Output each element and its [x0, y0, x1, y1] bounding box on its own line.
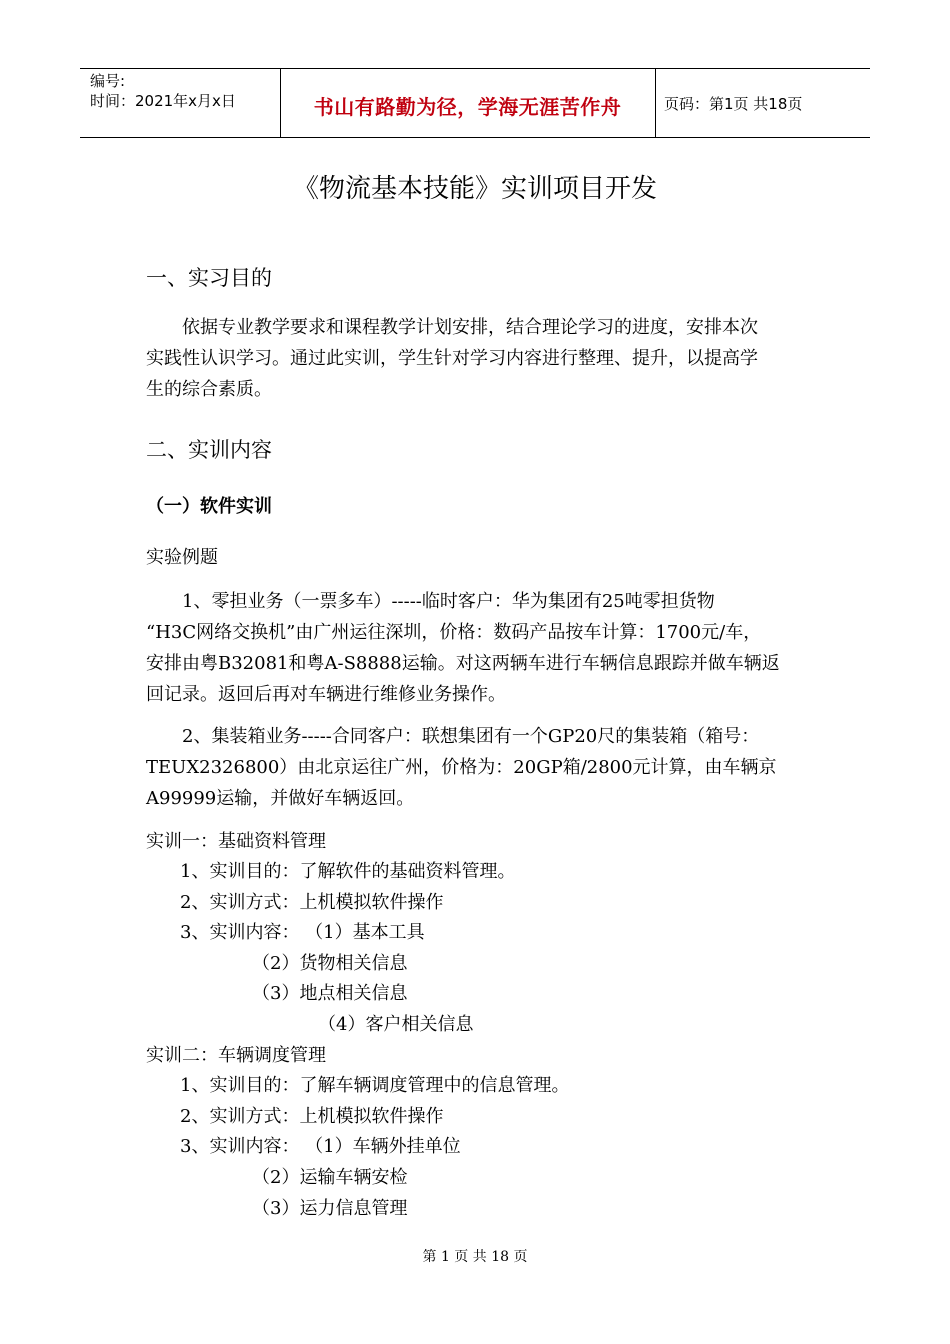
training-item: （2）货物相关信息	[252, 953, 408, 974]
training-item: （3）运力信息管理	[252, 1198, 408, 1219]
header-meta	[90, 71, 236, 111]
training-item: （2）运输车辆安检	[252, 1167, 408, 1188]
training-content: 3、实训内容： （1）车辆外挂单位	[180, 1136, 461, 1157]
number-label: 编号:	[90, 72, 126, 90]
section-heading: 二、实训内容	[146, 438, 272, 462]
training-goal: 1、实训目的：了解车辆调度管理中的信息管理。	[180, 1075, 570, 1096]
paragraph-line: 生的综合素质。	[146, 379, 272, 400]
paragraph-line: 1、零担业务（一票多车）-----临时客户：华为集团有25吨零担货物	[182, 591, 715, 612]
training-method: 2、实训方式：上机模拟软件操作	[180, 892, 444, 913]
header-divider	[655, 69, 656, 137]
paragraph-line: 实践性认识学习。通过此实训，学生针对学习内容进行整理、提升，以提高学	[146, 348, 758, 369]
paragraph-line: 依据专业教学要求和课程教学计划安排，结合理论学习的进度，安排本次	[182, 317, 758, 338]
paragraph-line: “H3C网络交换机”由广州运往深圳，价格：数码产品按车计算：1700元/车，	[146, 622, 762, 643]
paragraph-line: A99999运输，并做好车辆返回。	[146, 788, 415, 809]
training-item: （3）地点相关信息	[252, 983, 408, 1004]
paragraph-line: TEUX2326800）由北京运往广州，价格为：20GP箱/2800元计算，由车辆京	[146, 757, 777, 778]
training-title: 实训一：基础资料管理	[146, 831, 326, 852]
training-content: 3、实训内容： （1）基本工具	[180, 922, 425, 943]
page-footer: 第 1 页 共 18 页	[422, 1249, 528, 1265]
date-label: 时间：2021年x月x日	[90, 92, 236, 110]
training-method: 2、实训方式：上机模拟软件操作	[180, 1106, 444, 1127]
training-item: （4）客户相关信息	[318, 1014, 474, 1035]
paragraph-line: 安排由粤B32081和粤A-S8888运输。对这两辆车进行车辆信息跟踪并做车辆返	[146, 653, 780, 674]
training-goal: 1、实训目的：了解软件的基础资料管理。	[180, 861, 516, 882]
training-title: 实训二：车辆调度管理	[146, 1045, 326, 1066]
subsection-heading: （一）软件实训	[146, 496, 272, 517]
section-heading: 一、实习目的	[146, 266, 272, 290]
page-header	[80, 68, 870, 138]
paragraph-line: 2、集装箱业务-----合同客户：联想集团有一个GP20尺的集装箱（箱号：	[182, 726, 760, 747]
document-title: 《物流基本技能》实训项目开发	[292, 174, 657, 204]
header-page-number: 页码：第1页 共18页	[664, 95, 803, 113]
header-motto: 书山有路勤为径，学海无涯苦作舟	[313, 95, 622, 119]
example-label: 实验例题	[146, 547, 218, 568]
paragraph-line: 回记录。返回后再对车辆进行维修业务操作。	[146, 684, 506, 705]
